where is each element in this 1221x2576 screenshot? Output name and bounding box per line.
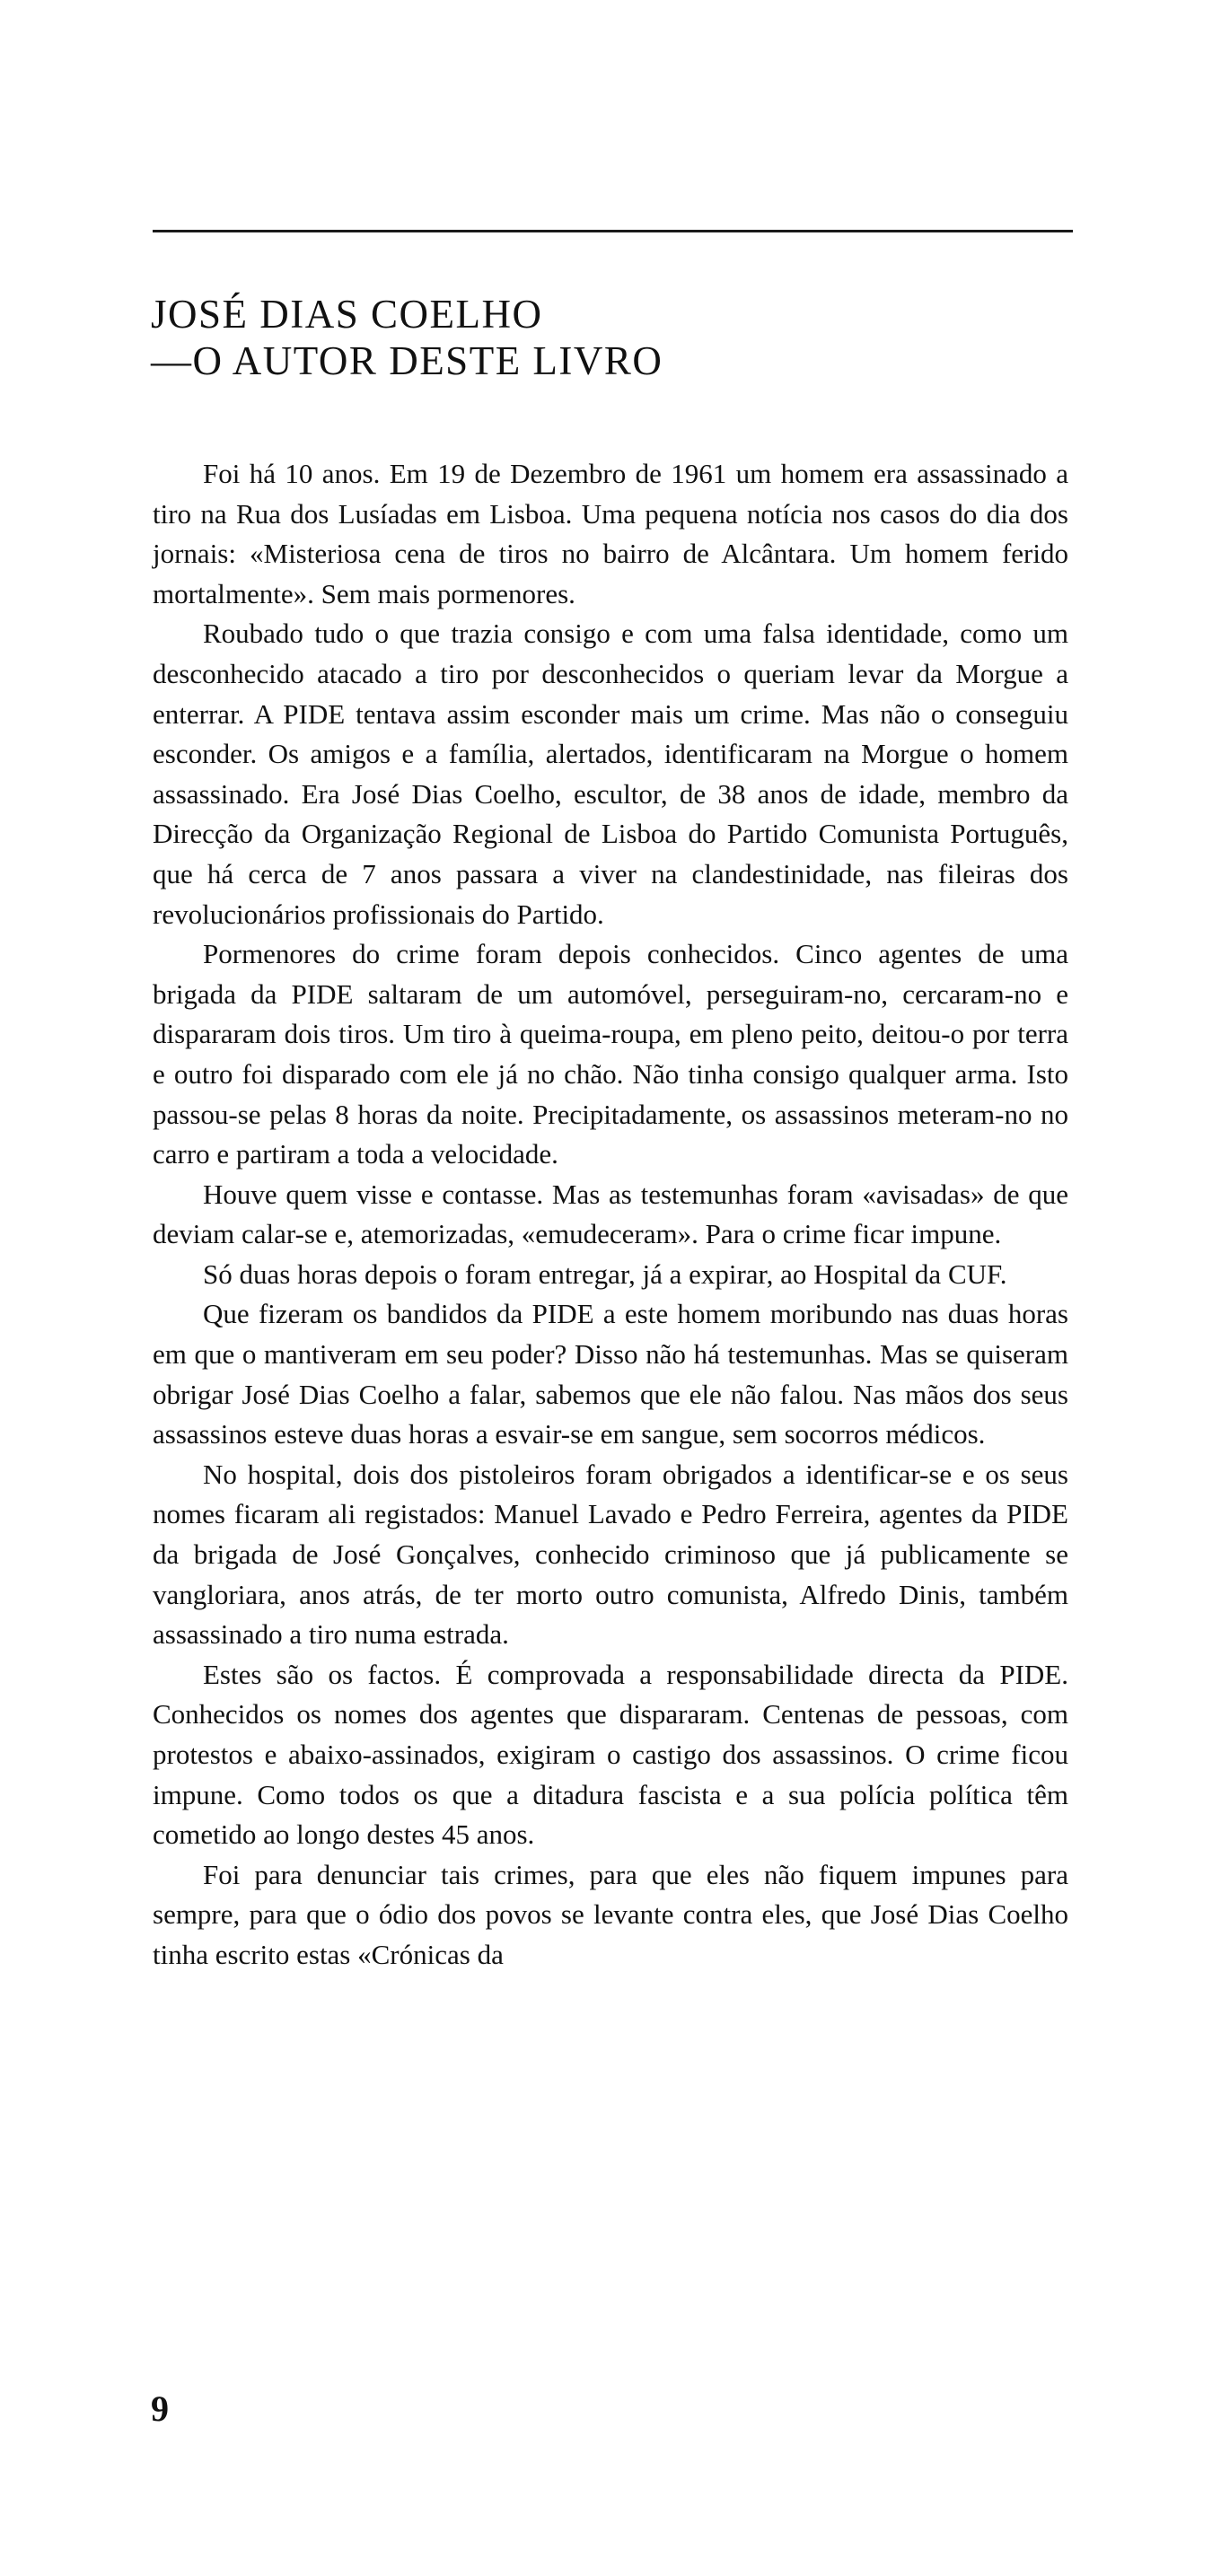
paragraph: Que fizeram os bandidos da PIDE a este homem moribundo nas duas horas em que o mantiveram em seu poder? Disso não há testemunhas. Mas se quiseram obrigar José Dias Coelho a falar, sabemos que ele não falou. Nas mãos dos seus assassinos esteve duas horas a esvair-se em sangue, sem socorros médicos.	[153, 1298, 1068, 1450]
chapter-title-line-1: JOSÉ DIAS COELHO	[151, 292, 543, 337]
paragraph: Só duas horas depois o foram entregar, já a expirar, ao Hospital da CUF.	[203, 1257, 1007, 1290]
page-number: 9	[151, 2388, 169, 2429]
chapter-title	[151, 291, 1076, 384]
paragraph: Estes são os factos. É comprovada a responsabilidade directa da PIDE. Conhecidos os nomes dos agentes que dispararam. Centenas de pessoas, com protestos e abaixo-assinados, exigiram o castigo dos assassinos. O crime ficou impune. Como todos os que a ditadura fascista e a sua polícia política têm cometido ao longo destes 45 anos.	[153, 1658, 1068, 1851]
paragraph: No hospital, dois dos pistoleiros foram obrigados a identificar-se e os seus nomes ficaram ali registados: Manuel Lavado e Pedro Ferreira, agentes da PIDE da brigada de José Gonçalves, conhecido criminoso que já publicamente se vangloriara, anos atrás, de ter morto outro comunista, Alfredo Dinis, também assassinado a tiro numa estrada.	[153, 1458, 1068, 1651]
paragraph: Roubado tudo o que trazia consigo e com uma falsa identidade, como um desconhecido atacado a tiro por desconhecidos o queriam levar da Morgue a enterrar. A PIDE tentava assim esconder mais um crime. Mas não o conseguiu esconder. Os amigos e a família, alertados, identificaram na Morgue o homem assassinado. Era José Dias Coelho, escultor, de 38 anos de idade, membro da Direcção da Organização Regional de Lisboa do Partido Comunista Português, que há cerca de 7 anos passara a viver na clandestinidade, nas fileiras dos revolucionários profissionais do Partido.	[153, 618, 1068, 930]
paragraph: Foi para denunciar tais crimes, para que eles não fiquem impunes para sempre, para que o ódio dos povos se levante contra eles, que José Dias Coelho tinha escrito estas «Crónicas da	[153, 1858, 1068, 1970]
paragraph: Pormenores do crime foram depois conhecidos. Cinco agentes de uma brigada da PIDE saltaram de um automóvel, perseguiram-no, cercaram-no e dispararam dois tiros. Um tiro à queima-roupa, em pleno peito, deitou-o por terra e outro foi disparado com ele já no chão. Não tinha consigo qualquer arma. Isto passou-se pelas 8 horas da noite. Precipitadamente, os assassinos meteram-no no carro e partiram a toda a velocidade.	[153, 938, 1068, 1170]
paragraph: Houve quem visse e contasse. Mas as testemunhas foram «avisadas» de que deviam calar-se e, atemorizadas, «emudeceram». Para o crime ficar impune.	[153, 1178, 1068, 1250]
body-text	[153, 454, 1068, 1976]
top-rule	[153, 230, 1073, 232]
chapter-title-line-2: —O AUTOR DESTE LIVRO	[151, 338, 663, 383]
paragraph: Foi há 10 anos. Em 19 de Dezembro de 1961 um homem era assassinado a tiro na Rua dos Lusíadas em Lisboa. Uma pequena notícia nos casos do dia dos jornais: «Misteriosa cena de tiros no bairro de Alcântara. Um homem ferido mortalmente». Sem mais pormenores.	[153, 458, 1068, 609]
